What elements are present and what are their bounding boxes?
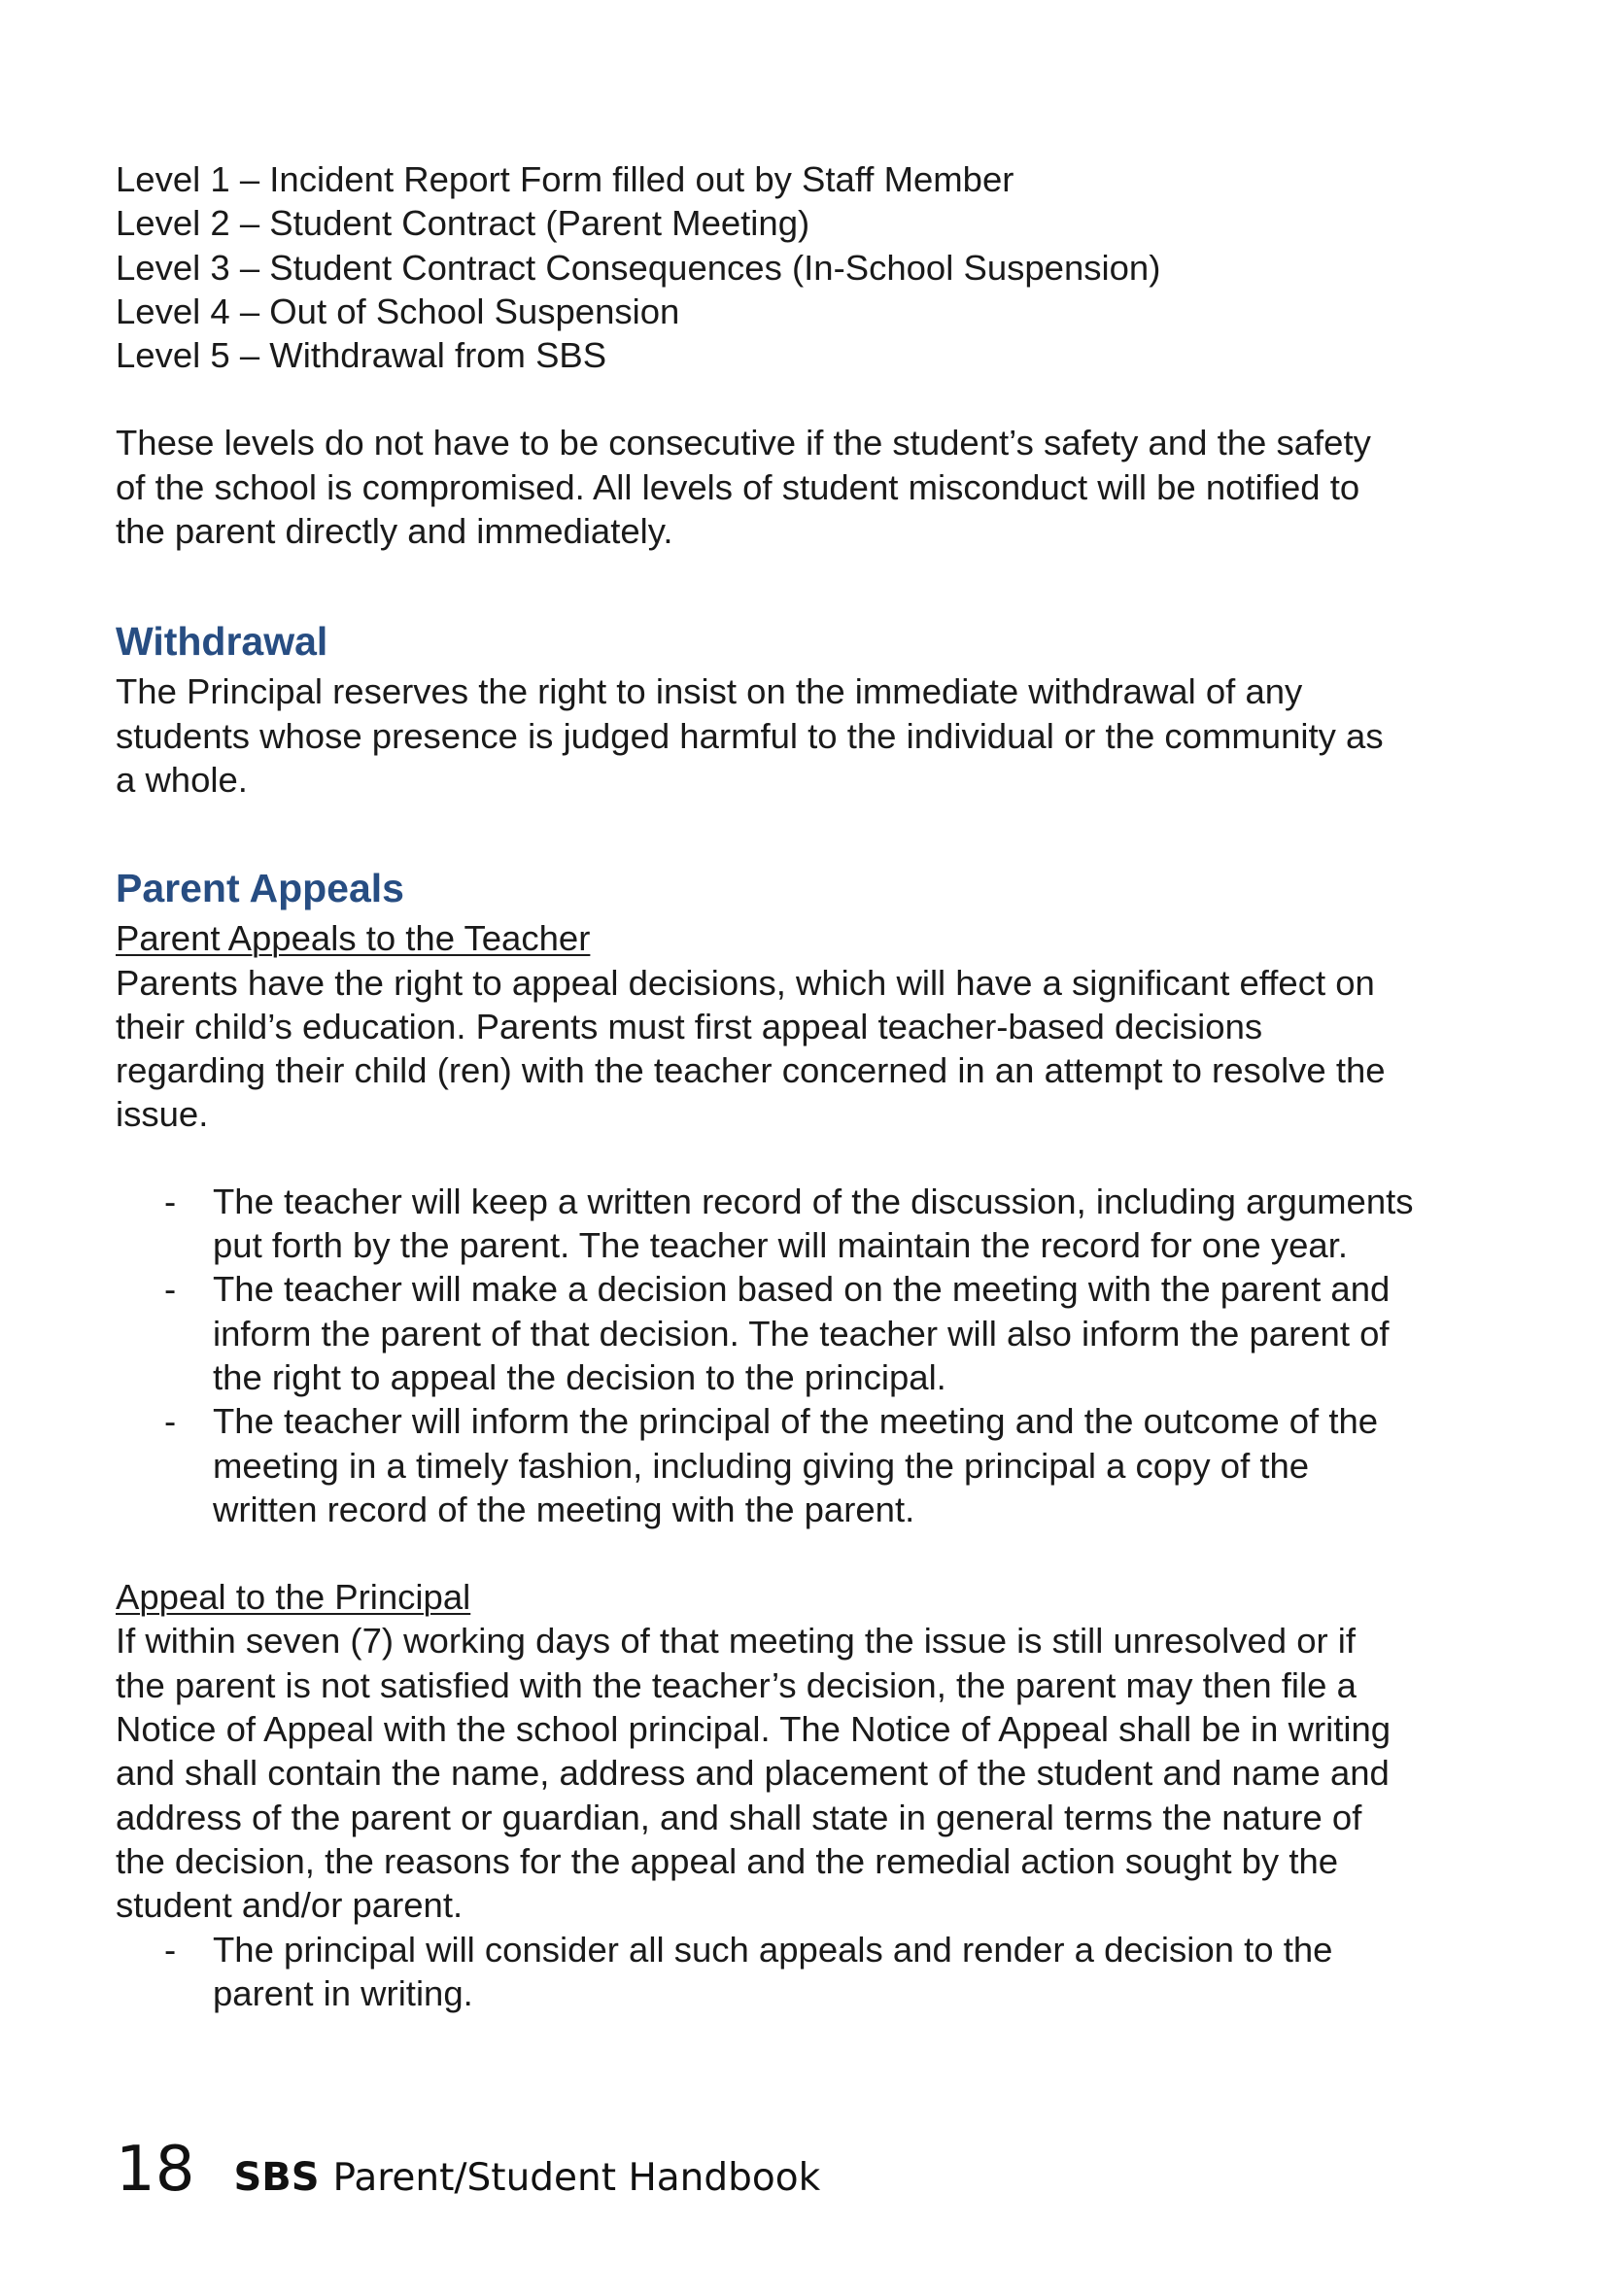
list-item <box>116 1928 1515 2016</box>
bullet-line: written record of the meeting with the parent. <box>213 1489 915 1529</box>
levels-note-line: the parent directly and immediately. <box>116 511 673 552</box>
appeal-to-principal-paragraph <box>116 1619 1515 1927</box>
withdrawal-heading: Withdrawal <box>116 619 328 665</box>
parent-appeals-heading: Parent Appeals <box>116 866 404 911</box>
appeals-teacher-line: issue. <box>116 1094 209 1135</box>
withdrawal-line: students whose presence is judged harmful to the individual or the community as <box>116 715 1384 756</box>
list-item <box>116 1267 1515 1399</box>
withdrawal-line: The Principal reserves the right to insist on the immediate withdrawal of any <box>116 671 1303 712</box>
appeal-principal-line: Notice of Appeal with the school principal. The Notice of Appeal shall be in writing <box>116 1709 1392 1750</box>
principal-appeal-bullets <box>116 1928 1515 2016</box>
appeal-principal-line: the decision, the reasons for the appeal and the remedial action sought by the <box>116 1840 1339 1881</box>
level-1: Level 1 – Incident Report Form filled out by Staff Member <box>116 159 1014 199</box>
appeal-principal-line: address of the parent or guardian, and shall state in general terms the nature of <box>116 1797 1362 1837</box>
appeal-principal-line: the parent is not satisfied with the teacher’s decision, the parent may then file a <box>116 1664 1357 1705</box>
appeals-to-teacher-paragraph <box>116 961 1515 1137</box>
bullet-line: The teacher will inform the principal of the meeting and the outcome of the <box>213 1401 1379 1442</box>
withdrawal-paragraph <box>116 669 1515 802</box>
footer-title: Parent/Student Handbook <box>332 2156 821 2200</box>
appeal-principal-line: If within seven (7) working days of that meeting the issue is still unresolved or if <box>116 1621 1357 1662</box>
bullet-line: The principal will consider all such appeals and render a decision to the <box>213 1929 1333 1970</box>
level-4: Level 4 – Out of School Suspension <box>116 291 680 331</box>
appeals-teacher-line: regarding their child (ren) with the teacher concerned in an attempt to resolve the <box>116 1050 1386 1091</box>
dash-bullet-icon: - <box>164 1269 177 1310</box>
dash-bullet-icon: - <box>164 1929 177 1970</box>
bullet-line: the right to appeal the decision to the principal. <box>213 1356 946 1397</box>
page-footer <box>116 2134 820 2211</box>
levels-note-line: These levels do not have to be consecutive if the student’s safety and the safety <box>116 423 1371 463</box>
bullet-line: inform the parent of that decision. The teacher will also inform the parent of <box>213 1313 1390 1354</box>
levels-note-line: of the school is compromised. All levels of student misconduct will be notified to <box>116 466 1360 507</box>
appeals-teacher-line: their child’s education. Parents must first appeal teacher-based decisions <box>116 1006 1263 1046</box>
level-2: Level 2 – Student Contract (Parent Meeting) <box>116 203 810 244</box>
appeal-to-principal-subheading: Appeal to the Principal <box>116 1577 471 1618</box>
handbook-page <box>116 157 1515 2015</box>
bullet-line: The teacher will make a decision based on the meeting with the parent and <box>213 1269 1391 1310</box>
bullet-line: put forth by the parent. The teacher will maintain the record for one year. <box>213 1225 1348 1266</box>
page-number: 18 <box>116 2134 195 2206</box>
appeal-principal-line: and shall contain the name, address and placement of the student and name and <box>116 1753 1390 1794</box>
teacher-appeal-bullets <box>116 1180 1515 1531</box>
level-3: Level 3 – Student Contract Consequences (In-School Suspension) <box>116 247 1161 288</box>
discipline-levels-list <box>116 157 1515 377</box>
dash-bullet-icon: - <box>164 1401 177 1442</box>
list-item <box>116 1399 1515 1531</box>
footer-brand: SBS <box>233 2155 320 2200</box>
appeals-teacher-line: Parents have the right to appeal decisions, which will have a significant effect on <box>116 962 1375 1003</box>
levels-note-paragraph <box>116 421 1515 553</box>
dash-bullet-icon: - <box>164 1181 177 1221</box>
appeal-principal-line: student and/or parent. <box>116 1885 464 1926</box>
appeals-to-teacher-subheading: Parent Appeals to the Teacher <box>116 918 591 959</box>
withdrawal-line: a whole. <box>116 759 248 800</box>
bullet-line: meeting in a timely fashion, including giving the principal a copy of the <box>213 1445 1310 1486</box>
level-5: Level 5 – Withdrawal from SBS <box>116 335 607 376</box>
bullet-line: parent in writing. <box>213 1972 473 2013</box>
bullet-line: The teacher will keep a written record of the discussion, including arguments <box>213 1181 1414 1221</box>
list-item <box>116 1180 1515 1268</box>
